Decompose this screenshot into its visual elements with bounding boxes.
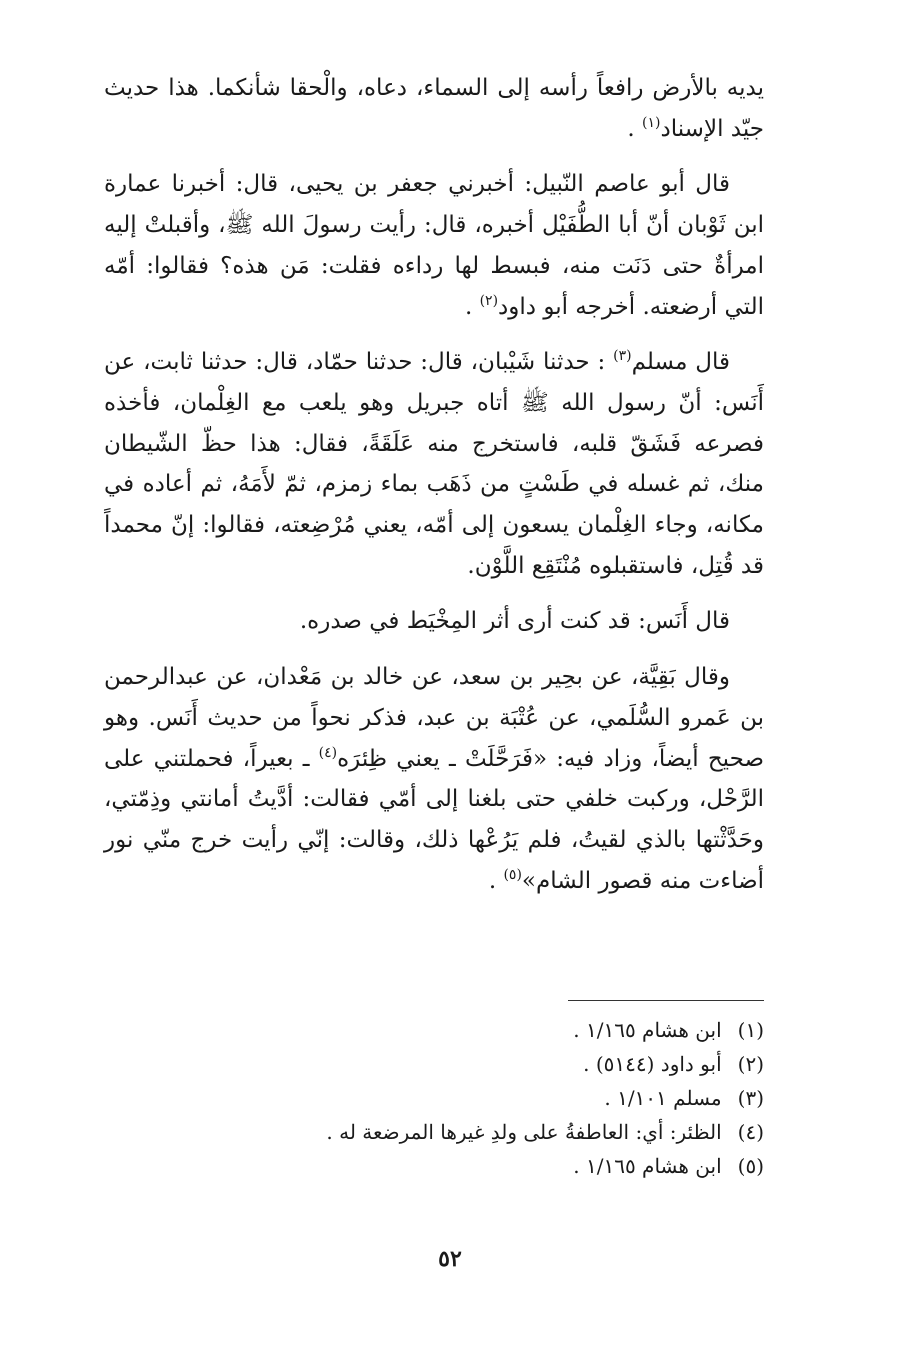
footnote — [104, 1081, 764, 1115]
paragraph-text: قال أبو عاصم النّبيل: أخبرني جعفر بن يحيى، قال: أخبرنا عمارة ابن ثَوْبان أنّ أبا الطُّفَيْل أخبره، قال: رأيت رسولَ الله ﷺ، وأقبلتْ إليه امرأةٌ حتى دَنَت منه، فبسط لها رداءه فقلت: مَن هذه؟ فقالوا: أمّه التي أرضعته. أخرجه أبو داود — [104, 171, 764, 320]
footnote — [104, 1149, 764, 1183]
paragraph — [104, 342, 764, 586]
paragraph-text: قال أَنَس: قد كنت أرى أثر المِخْيَط في صدره. — [299, 608, 730, 635]
paragraph-text: ـ بعيراً، فحملتني على الرَّحْل، وركبت خلفي حتى بلغنا إلى أمّي فقالت: أدَّيتُ أمانتي وذِمّتي، وحَدَّثْتها بالذي لقيتُ، فلم يَرُعْها ذلك، وقالت: إنّي رأيت خرج منّي نور أضاءت منه قصور الشام» — [104, 745, 764, 894]
footnote-text: أبو داود (٥١٤٤) . — [583, 1052, 722, 1076]
paragraph-text: يديه بالأرض رافعاً رأسه إلى السماء، دعاه، والْحقا شأنكما. هذا حديث جيّد الإسناد — [104, 75, 764, 142]
footnote-number: (٥) — [737, 1154, 764, 1178]
footnote — [104, 1013, 764, 1047]
footnote-number: (٤) — [737, 1120, 764, 1144]
paragraph-text: . — [627, 115, 643, 142]
footnote-ref: (٥) — [503, 866, 522, 883]
paragraph-text: . — [464, 293, 480, 320]
footnote-number: (٢) — [737, 1052, 764, 1076]
footnotes-list — [104, 1013, 764, 1183]
page-number: ٥٢ — [438, 1246, 462, 1272]
footnote-ref: (٢) — [479, 292, 499, 309]
paragraph — [104, 68, 764, 149]
footnote-number: (١) — [737, 1018, 764, 1042]
paragraph — [104, 657, 764, 901]
footnote-text: ابن هشام ١/١٦٥ . — [573, 1018, 722, 1042]
paragraph-text: قال مسلم — [631, 349, 730, 376]
paragraph — [104, 601, 764, 642]
footnote — [104, 1047, 764, 1081]
footnote — [104, 1115, 764, 1149]
main-text — [104, 68, 764, 901]
footnote-text: ابن هشام ١/١٦٥ . — [573, 1154, 722, 1178]
paragraph-text: . — [488, 867, 504, 894]
footnote-ref: (٣) — [613, 348, 632, 365]
footnote-text: الظئر: أي: العاطفةُ على ولدِ غيرها المرضعة له . — [326, 1120, 722, 1144]
footnote-divider — [568, 1000, 764, 1001]
paragraph-text: : حدثنا شَيْبان، قال: حدثنا حمّاد، قال: حدثنا ثابت، عن أَنَس: أنّ رسول الله ﷺ أتاه جبريل وهو يلعب مع الغِلْمان، فأخذه فصرعه فَشَقّ قلبه، فاستخرج منه عَلَقَةً، فقال: هذا حظّ الشّيطان منك، ثم غسله في طَسْتٍ من ذَهَب بماء زمزم، ثمّ لأَمَهُ، ثم أعاده في مكانه، وجاء الغِلْمان يسعون إلى أمّه، يعني مُرْضِعته، فقالوا: إنّ محمداً قد قُتِل، فاستقبلوه مُنْتَقِع اللَّوْن. — [104, 349, 764, 579]
paragraph-text: وقال بَقِيَّة، عن بحِير بن سعد، عن خالد بن مَعْدان، عن عبدالرحمن بن عَمرو السُّلَمي، عن عُتْبَة بن عبد، فذكر نحواً من حديث أَنَس. وهو صحيح أيضاً، وزاد فيه: «فَرَحَّلَتْ ـ يعني ظِئرَه — [104, 664, 764, 772]
footnote-ref: (١) — [642, 114, 661, 131]
footnote-ref: (٤) — [318, 744, 338, 761]
paragraph — [104, 164, 764, 327]
footnote-number: (٣) — [737, 1086, 764, 1110]
footnote-text: مسلم ١/١٠١ . — [604, 1086, 722, 1110]
